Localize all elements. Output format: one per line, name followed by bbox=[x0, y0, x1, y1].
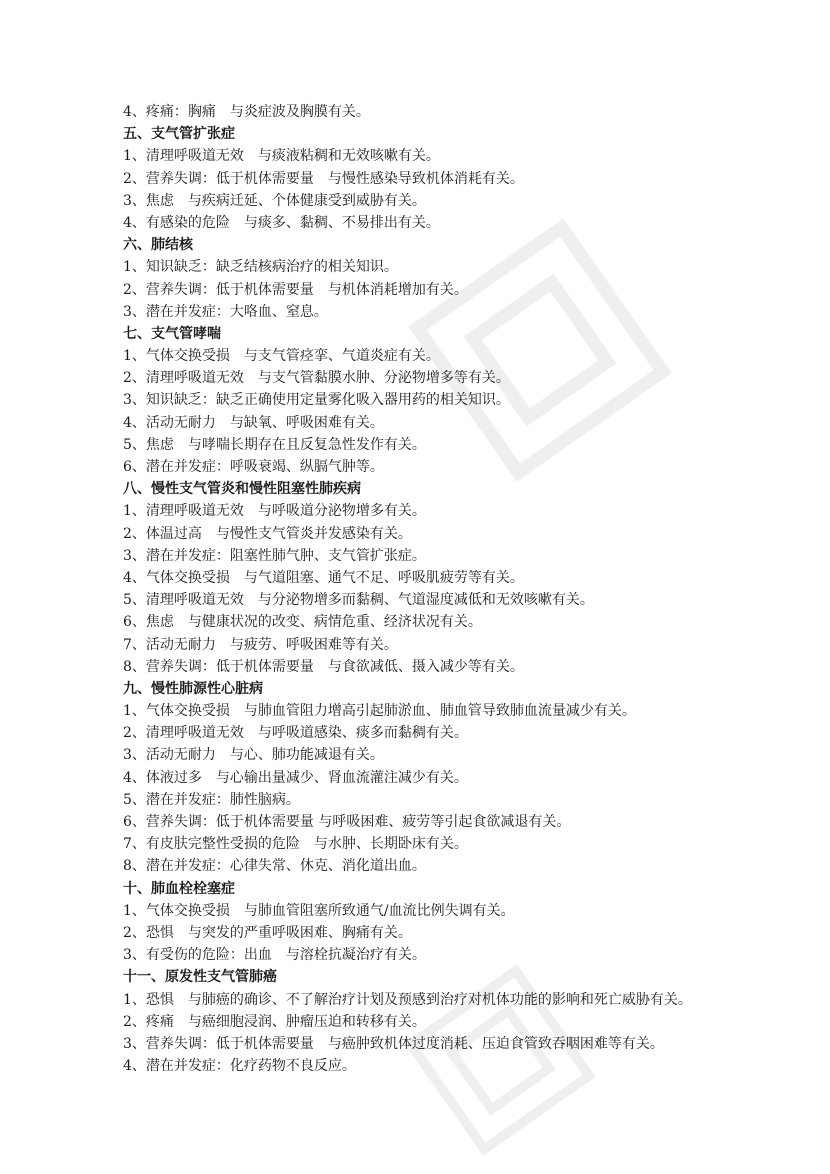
list-item: 2、营养失调：低于机体需要量 与慢性感染导致机体消耗有关。 bbox=[123, 170, 524, 187]
list-item: 6、潜在并发症：呼吸衰竭、纵膈气肿等。 bbox=[123, 459, 384, 475]
list-item: 3、有受伤的危险：出血 与溶栓抗凝治疗有关。 bbox=[123, 947, 426, 964]
list-item: 2、体温过高 与慢性支气管炎并发感染有关。 bbox=[123, 525, 412, 542]
list-item: 1、清理呼吸道无效 与呼吸道分泌物增多有关。 bbox=[123, 503, 426, 520]
section-heading: 七、支气管哮喘 bbox=[123, 325, 221, 342]
list-item: 1、气体交换受损 与肺血管阻塞所致通气/血流比例失调有关。 bbox=[123, 902, 515, 919]
list-item: 4、潜在并发症：化疗药物不良反应。 bbox=[123, 1058, 356, 1075]
list-item: 1、气体交换受损 与支气管痉挛、气道炎症有关。 bbox=[123, 348, 440, 365]
list-item: 2、清理呼吸道无效 与呼吸道感染、痰多而黏稠有关。 bbox=[123, 725, 468, 742]
list-item: 3、潜在并发症：大咯血、窒息。 bbox=[123, 303, 328, 320]
list-item: 4、体液过多 与心输出量减少、肾血流灌注减少有关。 bbox=[123, 769, 468, 786]
list-item: 8、潜在并发症：心律失常、休克、消化道出血。 bbox=[123, 858, 426, 875]
list-item: 5、焦虑 与哮喘长期存在且反复急性发作有关。 bbox=[123, 436, 426, 453]
section-heading: 十、肺血栓栓塞症 bbox=[123, 880, 235, 897]
list-item: 3、营养失调：低于机体需要量 与癌肿致机体过度消耗、压迫食管致吞咽困难等有关。 bbox=[123, 1035, 664, 1052]
section-heading: 八、慢性支气管炎和慢性阻塞性肺疾病 bbox=[123, 481, 361, 498]
list-item: 4、疼痛：胸痛 与炎症波及胸膜有关。 bbox=[123, 104, 370, 120]
section-heading: 九、慢性肺源性心脏病 bbox=[123, 680, 263, 697]
list-item: 1、知识缺乏：缺乏结核病治疗的相关知识。 bbox=[123, 259, 398, 276]
list-item: 4、活动无耐力 与缺氧、呼吸困难有关。 bbox=[123, 414, 384, 431]
list-item: 5、潜在并发症：肺性脑病。 bbox=[123, 791, 300, 808]
list-item: 7、有皮肤完整性受损的危险 与水肿、长期卧床有关。 bbox=[123, 836, 468, 853]
list-item: 2、疼痛 与癌细胞浸润、肿瘤压迫和转移有关。 bbox=[123, 1013, 426, 1030]
list-item: 6、营养失调：低于机体需要量 与呼吸困难、疲劳等引起食欲减退有关。 bbox=[123, 814, 571, 830]
list-item: 3、活动无耐力 与心、肺功能减退有关。 bbox=[123, 747, 384, 764]
list-item: 2、清理呼吸道无效 与支气管黏膜水肿、分泌物增多等有关。 bbox=[123, 370, 510, 387]
list-item: 2、营养失调：低于机体需要量 与机体消耗增加有关。 bbox=[123, 281, 468, 298]
list-item: 5、清理呼吸道无效 与分泌物增多而黏稠、气道湿度减低和无效咳嗽有关。 bbox=[123, 592, 594, 609]
list-item: 6、焦虑 与健康状况的改变、病情危重、经济状况有关。 bbox=[123, 614, 482, 631]
list-item: 7、活动无耐力 与疲劳、呼吸困难等有关。 bbox=[123, 636, 398, 653]
list-item: 1、气体交换受损 与肺血管阻力增高引起肺淤血、肺血管导致肺血流量减少有关。 bbox=[123, 703, 636, 720]
list-item: 4、有感染的危险 与痰多、黏稠、不易排出有关。 bbox=[123, 214, 440, 231]
list-item: 4、气体交换受损 与气道阻塞、通气不足、呼吸肌疲劳等有关。 bbox=[123, 569, 524, 586]
list-item: 1、恐惧 与肺癌的确诊、不了解治疗计划及预感到治疗对机体功能的影响和死亡威胁有关。 bbox=[123, 991, 692, 1008]
list-item: 8、营养失调：低于机体需要量 与食欲减低、摄入减少等有关。 bbox=[123, 658, 524, 675]
list-item: 3、知识缺乏：缺乏正确使用定量雾化吸入器用药的相关知识。 bbox=[123, 392, 510, 409]
list-item: 3、焦虑 与疾病迁延、个体健康受到威胁有关。 bbox=[123, 192, 426, 209]
list-item: 1、清理呼吸道无效 与痰液粘稠和无效咳嗽有关。 bbox=[123, 148, 440, 165]
list-item: 3、潜在并发症：阻塞性肺气肿、支气管扩张症。 bbox=[123, 547, 426, 564]
section-heading: 六、肺结核 bbox=[123, 237, 193, 254]
section-heading: 五、支气管扩张症 bbox=[123, 126, 235, 143]
document-body bbox=[123, 101, 823, 1077]
section-heading: 十一、原发性支气管肺癌 bbox=[123, 969, 277, 986]
list-item: 2、恐惧 与突发的严重呼吸困难、胸痛有关。 bbox=[123, 924, 412, 941]
